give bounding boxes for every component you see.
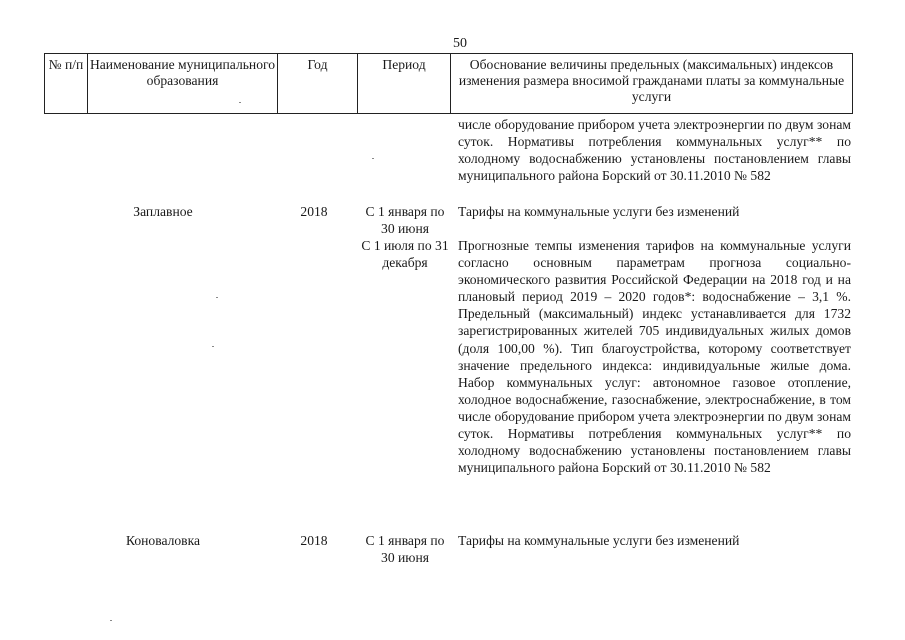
row-basis-1: Тарифы на коммунальные услуги без изменений: [458, 204, 740, 219]
scan-speck: [239, 102, 241, 103]
header-basis: Обоснование величины предельных (максимальных) индексов изменения размера вносимой гражданами платы за коммунальные услуги: [458, 57, 845, 104]
row-year-zaplavnoe: 2018: [300, 204, 328, 219]
row-period-1: С 1 января по 30 июня: [365, 204, 445, 237]
scan-speck: [110, 620, 112, 621]
row-period-2: С 1 июля по 31 декабря: [361, 238, 449, 271]
scan-speck: [212, 346, 214, 347]
row-name-zaplavnoe: Заплавное: [133, 204, 193, 219]
continuation-basis: числе оборудование прибором учета электроэнергии по двум зонам суток. Нормативы потребления коммунальных услуг** по холодному водоснабжению установлены постановлением главы муниципального района Борский от 30.11.2010 № 582: [458, 117, 851, 184]
table-header: [44, 53, 853, 114]
header-num: № п/п: [45, 54, 88, 113]
row-basis-3: Тарифы на коммунальные услуги без изменений: [458, 533, 740, 548]
page-number: 50: [453, 36, 467, 51]
header-year: Год: [278, 54, 358, 113]
row-period-3: С 1 января по 30 июня: [365, 533, 445, 566]
header-period: Период: [358, 54, 451, 113]
row-year-konovalovka: 2018: [300, 533, 328, 548]
scan-speck: [372, 158, 374, 159]
scan-speck: [216, 297, 218, 298]
row-name-konovalovka: Коноваловка: [125, 533, 201, 548]
row-basis-2: Прогнозные темпы изменения тарифов на коммунальные услуги согласно основным параметрам прогноза социально-экономического развития Российской Федерации на 2018 год и на плановый период 2019 – 2020 годов*: водоснабжение – 3,1 %. Предельный (максимальный) индекс устанавливается для 1732 зарегистрированных жителей 705 индивидуальных жилых домов (доля 100,00 %). Тип благоустройства, которому соответствует значение предельного индекса: индивидуальные жилые дома. Набор коммунальных услуг: автономное газовое отопление, холодное водоснабжение, газоснабжение, электроснабжение, в том числе оборудование прибором учета электроэнергии по двум зонам суток. Нормативы потребления коммунальных услуг** по холодному водоснабжению установлены постановлением главы муниципального района Борский от 30.11.2010 № 582: [458, 238, 851, 476]
header-name: Наименование муниципального образования: [88, 54, 278, 113]
